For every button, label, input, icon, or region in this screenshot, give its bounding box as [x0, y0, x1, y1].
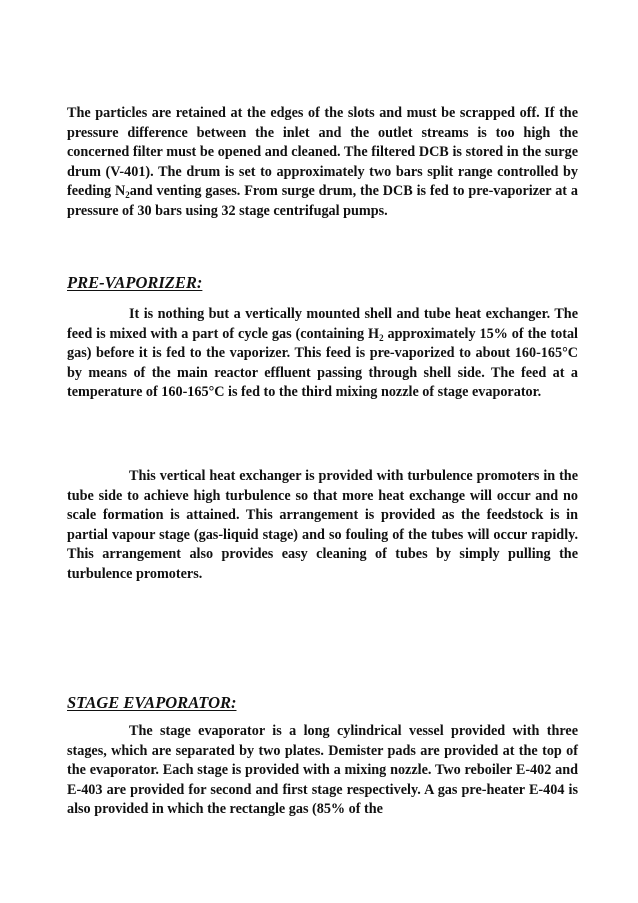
paragraph-text: The particles are retained at the edges of the slots and must be scrapped off. If the pressure difference between the inlet and the outlet streams is too high the concerned filter must be opened and cleaned. The filtered DCB is stored in the surge drum (V-401). The drum is set to approximately two bars split range controlled by feeding N: [67, 105, 578, 200]
body-paragraph-filter-surge-drum: [67, 104, 578, 222]
paragraph-text: It is nothing but a vertically mounted shell and tube heat exchanger. The feed is mixed with a part of cycle gas (containing H: [67, 306, 578, 342]
paragraph-text-continued: and venting gases. From surge drum, the DCB is fed to pre-vaporizer at a pressure of 30 bars using 32 stage centrifugal pumps.: [67, 183, 578, 219]
subscript-2: 2: [379, 332, 384, 343]
section-heading-stage-evaporator: STAGE EVAPORATOR:: [67, 693, 237, 712]
body-paragraph-stage-evaporator: The stage evaporator is a long cylindrical vessel provided with three stages, which are separated by two plates. Demister pads are provided at the top of the evaporator. Each stage is provided with a mixing nozzle. Two reboiler E-402 and E-403 are provided for second and first stage respectively. A gas pre-heater E-404 is also provided in which the rectangle gas (85% of the: [67, 723, 578, 818]
section-heading-pre-vaporizer: PRE-VAPORIZER:: [67, 273, 203, 292]
subscript-2: 2: [125, 190, 130, 201]
paragraph-text-continued: approximately 15% of the total gas) before it is fed to the vaporizer. This feed is pre-vaporized to about 160-165°C by means of the main reactor effluent passing through shell side. The feed at a temperature of 160-165°C is fed to the third mixing nozzle of stage evaporator.: [67, 325, 578, 401]
body-paragraph-pre-vaporizer: [67, 305, 578, 403]
body-paragraph-turbulence-promoters: This vertical heat exchanger is provided with turbulence promoters in the tube side to achieve high turbulence so that more heat exchange will occur and no scale formation is attained. This arrangement is provided as the feedstock is in partial vapour stage (gas-liquid stage) and so fouling of the tubes will occur rapidly. This arrangement also provides easy cleaning of tubes by simply pulling the turbulence promoters.: [67, 468, 578, 582]
